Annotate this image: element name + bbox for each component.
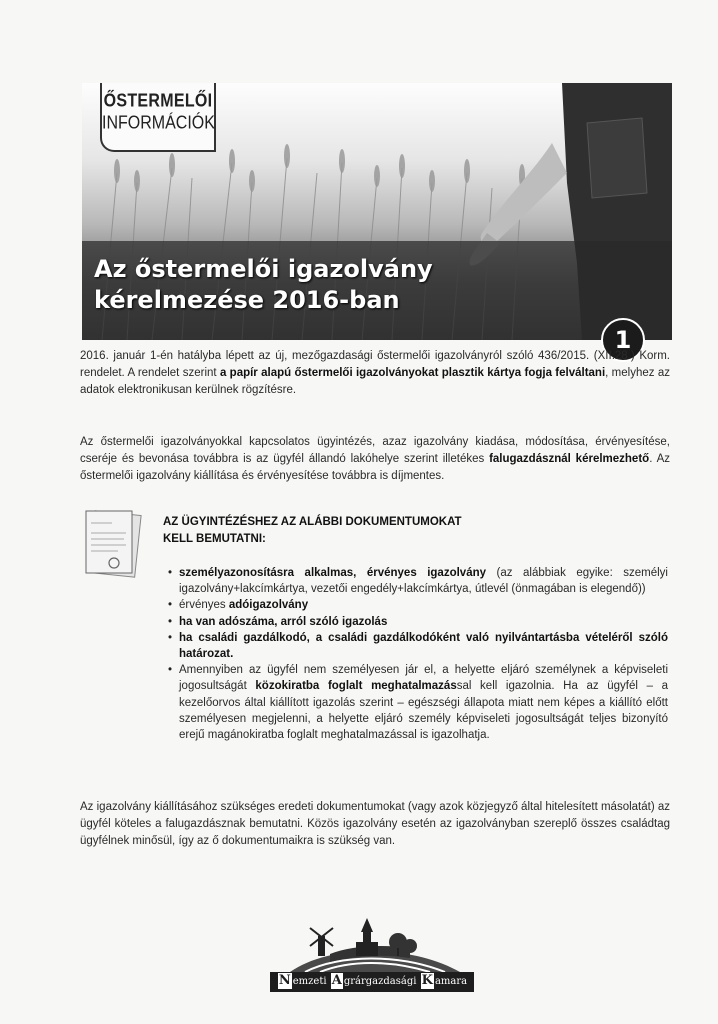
- list-item: [168, 662, 668, 743]
- intro-p2-bold: falugazdásznál kérelmezhető: [489, 453, 650, 465]
- document-stack-icon: [78, 507, 148, 583]
- list-item: [168, 614, 668, 630]
- required-documents-list: [168, 565, 668, 743]
- list-item: [168, 597, 668, 613]
- intro-p1-bold: a papír alapú őstermelői igazolványokat plasztik kártya fogja felváltani: [219, 367, 606, 379]
- list-item-text: sal kell igazolnia. Ha az ügyfél – a kezelőorvos által kiállított igazolás szerint – egészségi állapota miatt nem képes a kiállító előtt személyesen megjelenni, a helyette eljáró személy képviseleti jogosultságát teljes bizonyító erejű magánokiratba foglalt meghatalmazással is igazolhatja.: [179, 680, 668, 742]
- title-line-2: kérelmezése 2016-ban: [94, 286, 400, 314]
- title-line-1: Az őstermelői igazolvány: [94, 255, 433, 283]
- list-item-bold: közokiratba foglalt meghatalmazás: [255, 680, 457, 693]
- list-item-text: érvényes: [179, 599, 229, 612]
- hero-image: [82, 83, 672, 340]
- list-item-text: Amennyiben az ügyfél nem személyesen jár el, a helyette eljáró személynek a képviseleti jogosultságát: [179, 664, 668, 693]
- church-icon: [356, 918, 378, 956]
- intro-p1-text-a: 2016. január 1-én hatályba lépett az új, mezőgazdasági őstermelői igazolványról szóló 436/2015. (XII.28.) Korm. rendelet. A rendelet szerint: [80, 350, 670, 379]
- closing-paragraph: Az igazolvány kiállításához szükséges eredeti dokumentumokat (vagy azok közjegyző által hitelesített másolatát) az ügyfél köteles a falugazdásznak bemutatni. Közös igazolvány esetén az igazolványban szereplő összes családtag ügyfélnek minősül, így az ő dokumentumaikra is szükség van.: [80, 801, 670, 847]
- documents-heading-line-2: KELL BEMUTATNI:: [163, 533, 266, 545]
- list-item-bold: személyazonosításra alkalmas, érvényes igazolvány: [179, 567, 487, 579]
- nak-logo-emblem: [260, 914, 474, 974]
- nak-logo-wordmark: [270, 972, 474, 992]
- intro-paragraph-2: [80, 434, 670, 485]
- badge-line-1: ŐSTERMELŐI: [103, 91, 213, 112]
- logo-cap-a: A: [331, 973, 342, 988]
- page-title: [94, 254, 574, 316]
- nak-logo: [260, 914, 474, 994]
- logo-cap-n: N: [278, 973, 291, 988]
- list-item-text: (az alábbiak egyike: személyi igazolvány+lakcímkártya, vezetői engedély+lakcímkártya, útlevél (önmagában is elegendő)): [179, 567, 668, 596]
- intro-paragraph-1: [80, 348, 670, 399]
- section-number-badge: 1: [601, 318, 645, 362]
- list-item-bold: adóigazolvány: [228, 599, 309, 612]
- logo-word-3: amara: [434, 976, 468, 987]
- badge-line-2: INFORMÁCIÓK: [102, 113, 215, 134]
- logo-cap-k: K: [421, 973, 433, 988]
- list-item-bold: ha családi gazdálkodó, a családi gazdálkodóként való nyilvántartásba vételéről szóló határozat.: [179, 631, 668, 661]
- list-item-bold: ha van adószáma, arról szóló igazolás: [179, 615, 388, 628]
- windmill-icon: [310, 928, 333, 956]
- list-item: [168, 565, 668, 597]
- info-badge: [100, 83, 216, 152]
- logo-word-2: grárgazdasági: [343, 976, 417, 987]
- logo-word-1: emzeti: [292, 976, 327, 987]
- intro-p2-text-b: . Az őstermelői igazolvány kiállítása és érvényesítése továbbra is díjmentes.: [80, 453, 670, 482]
- documents-heading-line-1: AZ ÜGYINTÉZÉSHEZ AZ ALÁBBI DOKUMENTUMOKAT: [163, 516, 462, 528]
- intro-p1-text-b: , melyhez az adatok elektronikusan kerülnek rögzítésre.: [80, 367, 670, 396]
- intro-p2-text-a: Az őstermelői igazolványokkal kapcsolatos ügyintézés, azaz igazolvány kiadása, módosítása, érvényesítése, cseréje és bevonása továbbra is az ügyfél állandó lakóhelye szerint illetékes: [80, 436, 670, 465]
- documents-heading: [163, 514, 583, 548]
- list-item: [168, 630, 668, 662]
